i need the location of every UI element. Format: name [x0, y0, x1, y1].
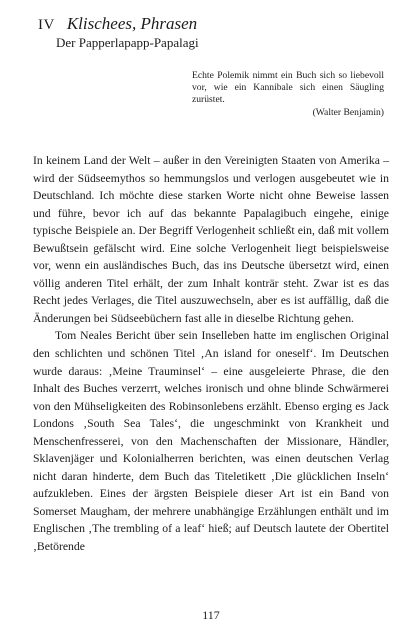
- body-text: [33, 152, 389, 556]
- chapter-title: Klischees, Phrasen: [66, 14, 198, 33]
- chapter-number: IV: [38, 17, 55, 33]
- paragraph-2: Tom Neales Bericht über sein Inselleben hatte im englischen Original den schlichten und schönen Titel ‚An island for oneself‘. Im Deutschen wurde daraus: ‚Meine Trauminsel‘ – eine ausgeleierte Phrase, die den Inhalt des Buches verzerrt, welches ironisch und ohne blinde Schwärmerei von den Mühseligkeiten des Robinsonlebens erzählt. Ebenso erging es Jack Londons ‚South Sea Tales‘, die ungeschminkt von Krankheit und Menschenfresserei, von den Machenschaften der Missionare, Händler, Sklavenjäger und Kolonialherren berichten, was einen deutschen Verlag nicht daran hinderte, dem Buch das Titeletikett ‚Die glücklichen Inseln‘ aufzukleben. Eines der ärgsten Beispiele dieser Art ist ein Band von Somerset Maugham, der mehrere unabhängige Erzählungen enthält und im Englischen ‚The trembling of a leaf‘ hieß; auf Deutsch lautete der Obertitel ‚Betörende: [33, 329, 389, 554]
- page-number: 117: [202, 608, 220, 622]
- chapter-heading-row: [38, 16, 378, 33]
- chapter-subtitle: Der Papperlapapp-Papalagi: [56, 35, 199, 50]
- paragraph-1: In keinem Land der Welt – außer in den Vereinigten Staaten von Amerika – wird der Südseemythos so hemmungslos und verlogen ausgebeutet wie in Deutschland. Ich möchte diese starken Worte nicht ohne Beweise lassen und führe, bevor ich auf das bekannte Papalagibuch eingehe, einige typische Beispiele an. Der Begriff Verlogenheit schließt ein, daß mit vollem Bewußtsein gefälscht wird. Eine solche Verlogenheit liegt beispielsweise vor, wenn ein ausländisches Buch, das ins Deutsche übersetzt wird, einen völlig anderen Titel erhält, der zum Inhalt konträr steht. Zwar ist es das Recht jedes Verlages, die Titel auszuwechseln, aber es ist auffällig, daß die Änderungen bei Südseebüchern fast alle in dieselbe Richtung gehen.: [33, 154, 389, 325]
- epigraph-quote: Echte Polemik nimmt ein Buch sich so liebevoll vor, wie ein Kannibale sich einen Säugling zurüstet.: [192, 70, 384, 105]
- epigraph: [192, 70, 384, 119]
- epigraph-attribution: (Walter Benjamin): [312, 107, 384, 118]
- chapter-header: [38, 16, 378, 50]
